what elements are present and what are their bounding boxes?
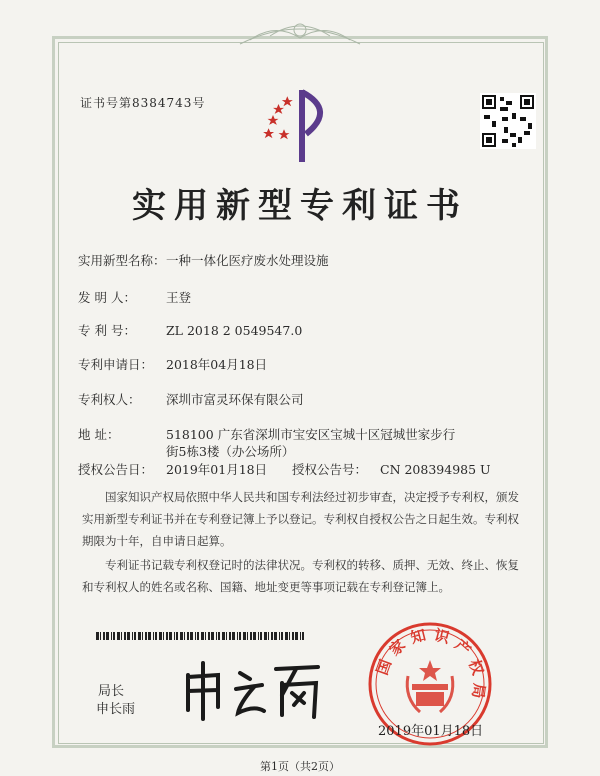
field-value: ZL 2018 2 0549547.0 xyxy=(166,323,303,338)
field-value: 2019年01月18日 xyxy=(166,462,268,477)
grant-statement-paragraph: 国家知识产权局依照中华人民共和国专利法经过初步审查，决定授予专利权，颁发实用新型专利证书并在专利登记簿上予以登记。专利权自授权公告之日起生效。专利权期限为十年，自申请日起算。 xyxy=(82,490,519,548)
field-value: CN 208394985 U xyxy=(380,462,491,477)
field-value: 王登 xyxy=(166,290,192,305)
field-label: 实用新型名称： xyxy=(78,253,166,268)
qr-code-icon xyxy=(480,93,536,149)
seal-date: 2019年01月18日 xyxy=(378,724,484,739)
field-label: 发 明 人： xyxy=(78,290,136,305)
field-label: 专 利 号： xyxy=(78,323,136,338)
field-label: 地 址： xyxy=(78,427,120,442)
legal-status-paragraph: 专利证书记载专利权登记时的法律状况。专利权的转移、质押、无效、终止、恢复和专利权人的姓名或名称、国籍、地址变更等事项记载在专利登记簿上。 xyxy=(82,558,519,594)
svg-text:识: 识 xyxy=(432,625,452,648)
signatory-name: 申长雨 xyxy=(96,701,136,716)
barcode-icon xyxy=(96,632,308,640)
svg-text:权: 权 xyxy=(465,657,488,678)
field-value: 一种一体化医疗废水处理设施 xyxy=(166,253,329,268)
field-label: 专利权人： xyxy=(78,392,141,407)
handwritten-signature-icon xyxy=(178,655,328,725)
page-number: 第1页（共2页） xyxy=(260,760,340,773)
field-label: 专利申请日： xyxy=(78,357,154,372)
field-utility-model-name xyxy=(78,252,329,269)
patent-office-emblem-icon xyxy=(262,82,338,166)
certificate-number: 证书号第8384743号 xyxy=(80,96,206,110)
field-value: 2018年04月18日 xyxy=(166,357,268,372)
field-inventor xyxy=(78,289,191,306)
signatory-title: 局长 xyxy=(98,683,125,698)
field-value: 518100 广东省深圳市宝安区宝城十区冠城世家步行街5栋3楼（办公场所） xyxy=(166,427,456,459)
field-address xyxy=(78,426,466,460)
field-patent-number xyxy=(78,322,302,339)
certificate-title: 实用新型专利证书 xyxy=(132,186,468,226)
field-grant-date xyxy=(78,461,491,478)
svg-text:局: 局 xyxy=(468,682,489,700)
svg-text:国: 国 xyxy=(372,657,395,678)
field-label: 授权公告号： xyxy=(292,462,368,477)
svg-text:家: 家 xyxy=(385,635,409,660)
field-label: 授权公告日： xyxy=(78,462,154,477)
svg-text:知: 知 xyxy=(408,625,428,648)
field-value: 深圳市富灵环保有限公司 xyxy=(166,392,304,407)
svg-text:产: 产 xyxy=(451,635,475,660)
field-patentee xyxy=(78,391,304,408)
field-application-date xyxy=(78,356,267,373)
